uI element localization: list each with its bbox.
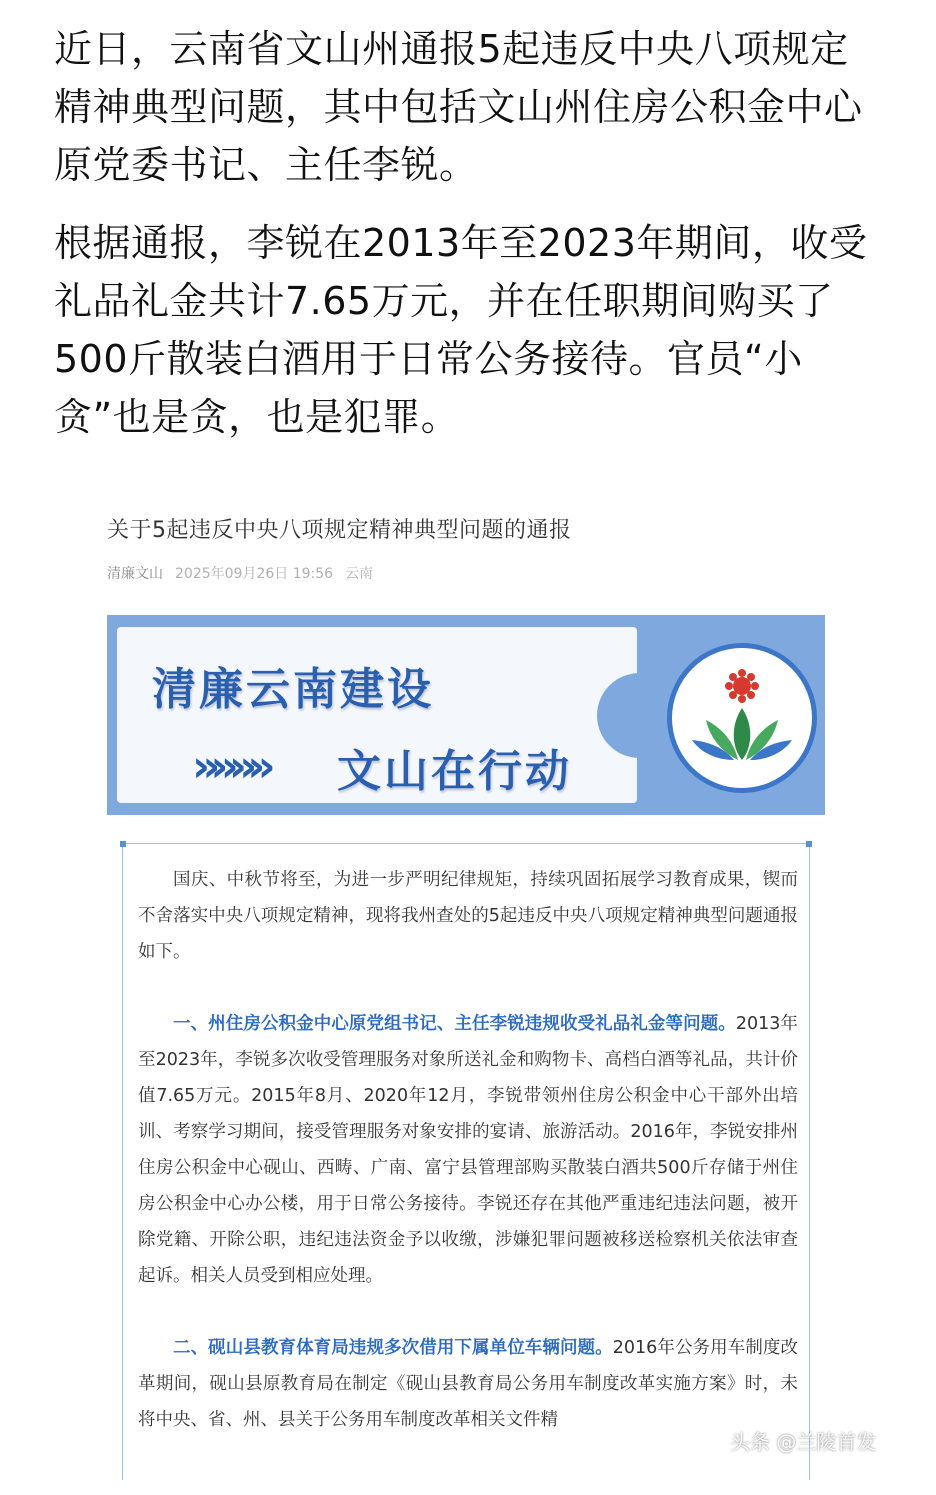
- item-2-body: 2016年公务用车制度改革期间，砚山县原教育局在制定《砚山县教育局公务用车制度改革实施方案》时，未将中央、省、州、县关于公务用车制度改革相关文件精: [138, 1338, 799, 1430]
- frame-corner: [806, 841, 812, 847]
- lotus-emblem-icon: [667, 643, 817, 793]
- article-location: 云南: [345, 566, 374, 582]
- post-text: [54, 20, 884, 446]
- banner-line-1: 清廉云南建设: [152, 664, 434, 715]
- chevrons-icon: »»»»: [192, 741, 266, 792]
- article-title: 关于5起违反中央八项规定精神典型问题的通报: [107, 518, 572, 543]
- article-meta: [107, 563, 373, 583]
- article-datetime: 2025年09月26日 19:56: [175, 566, 334, 582]
- notice-body: [138, 862, 798, 1474]
- watermark: 头条 @兰陵首发: [730, 1430, 877, 1454]
- notice-intro: 国庆、中秋节将至，为进一步严明纪律规矩，持续巩固拓展学习教育成果，锲而不舍落实中央八项规定精神，现将我州查处的5起违反中央八项规定精神典型问题通报如下。: [138, 870, 798, 962]
- post-paragraph-1: 近日，云南省文山州通报5起违反中央八项规定精神典型问题，其中包括文山州住房公积金中心原党委书记、主任李锐。: [54, 27, 863, 187]
- article-source: 清廉文山: [107, 566, 163, 582]
- item-2-heading: 二、砚山县教育体育局违规多次借用下属单位车辆问题。: [173, 1338, 613, 1358]
- banner-image: [107, 615, 825, 815]
- post-paragraph-2: 根据通报，李锐在2013年至2023年期间，收受礼品礼金共计7.65万元，并在任职期间购买了500斤散装白酒用于日常公务接待。官员“小贪”也是贪，也是犯罪。: [54, 221, 868, 439]
- banner-line-2: 文山在行动: [337, 746, 572, 797]
- notice-item-1: [138, 1006, 798, 1294]
- item-1-heading: 一、州住房公积金中心原党组书记、主任李锐违规收受礼品礼金等问题。: [173, 1014, 736, 1034]
- banner-panel: [117, 627, 637, 803]
- article-screenshot[interactable]: [107, 505, 827, 1480]
- frame-corner: [120, 841, 126, 847]
- notice-item-2: [138, 1330, 798, 1438]
- notice-textbox: [122, 843, 810, 1480]
- item-1-body: 2013年至2023年，李锐多次收受管理服务对象所送礼金和购物卡、高档白酒等礼品，共计价值7.65万元。2015年8月、2020年12月，李锐带领州住房公积金中心干部外出培训、考察学习期间，接受管理服务对象安排的宴请、旅游活动。2016年，李锐安排州住房公积金中心砚山、西畴、广南、富宁县管理部购买散装白酒共500斤存储于州住房公积金中心办公楼，用于日常公务接待。李锐还存在其他严重违纪违法问题，被开除党籍、开除公职，违纪违法资金予以收缴，涉嫌犯罪问题被移送检察机关依法审查起诉。相关人员受到相应处理。: [138, 1014, 799, 1286]
